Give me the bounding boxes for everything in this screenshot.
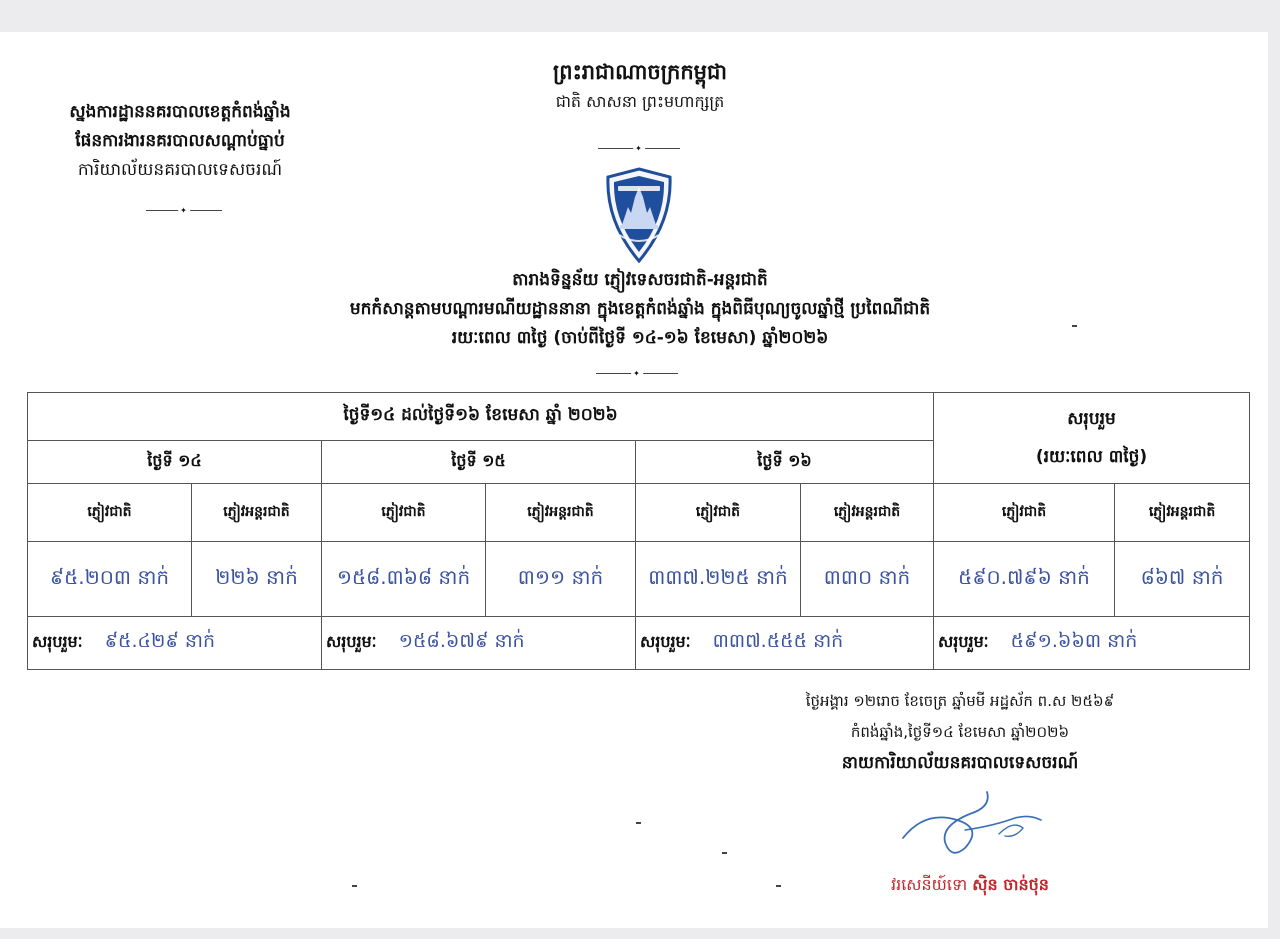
scan-speck xyxy=(636,822,641,824)
provincial-commissariat: ស្នងការដ្ឋាននគរបាលខេត្តកំពង់ឆ្នាំង xyxy=(69,102,291,122)
grand-total-value: ៥៩១.៦៦៣ នាក់ xyxy=(1010,630,1138,652)
day-16-national-header: ភ្ញៀវជាតិ xyxy=(636,484,801,542)
left-header-divider: ✦ xyxy=(146,210,222,212)
period-header: ថ្ងៃទី១៤ ដល់ថ្ងៃទី១៦ ខែមេសា ឆ្នាំ ២០២៦ xyxy=(28,393,934,441)
title-divider: ✦ xyxy=(596,373,678,375)
national-motto: ជាតិ សាសនា ព្រះមហាក្សត្រ xyxy=(555,92,725,111)
scan-speck xyxy=(776,885,781,887)
signer-name: ស៊ិន ចាន់ថុន xyxy=(972,875,1049,894)
title-line-1: តារាងទិន្នន័យ ភ្ញៀវទេសចរជាតិ-អន្តរជាតិ xyxy=(512,270,768,290)
day-15-international-value: ៣១១ នាក់ xyxy=(486,542,636,617)
day-14-national-value: ៩៥.២០៣ នាក់ xyxy=(28,542,192,617)
day-14-total-value: ៩៥.៤២៩ នាក់ xyxy=(104,630,216,652)
signature-icon xyxy=(895,790,1055,865)
scan-speck xyxy=(1072,325,1077,327)
day-14-total-label: សរុបរួមៈ xyxy=(32,632,83,651)
title-line-2: មកកំសាន្តតាមបណ្ដារមណីយដ្ឋាននានា ក្នុងខេត្តកំពង់ឆ្នាំង ក្នុងពិធីបុណ្យចូលឆ្នាំថ្មី ប្រពៃណីជាតិ xyxy=(349,299,931,319)
tourist-police-office: ការិយាល័យនគរបាលទេសចរណ៍ xyxy=(77,160,283,180)
kingdom-divider: ✦ xyxy=(598,148,680,150)
kingdom-title: ព្រះរាជាណាចក្រកម្ពុជា xyxy=(552,60,727,84)
day-15-national-header: ភ្ញៀវជាតិ xyxy=(322,484,486,542)
lunar-date: ថ្ងៃអង្គារ ១២រោច ខែចេត្រ ឆ្នាំមមី អដ្ឋស័ក ព.ស ២៥៦៩ xyxy=(805,692,1115,710)
place-and-date: កំពង់ឆ្នាំង,ថ្ងៃទី១៤ ខែមេសា ឆ្នាំ២០២៦ xyxy=(850,723,1070,741)
day-14-header: ថ្ងៃទី ១៤ xyxy=(28,441,322,484)
chief-title: នាយការិយាល័យនគរបាលទេសចរណ៍ xyxy=(841,753,1079,773)
kingdom-header xyxy=(440,56,840,116)
issuing-office-header xyxy=(30,98,330,185)
grand-international-value: ៨៦៧ នាក់ xyxy=(1115,542,1250,617)
grand-total-header-line2: (រយៈពេល ៣ថ្ងៃ) xyxy=(1035,447,1148,467)
scan-speck xyxy=(722,852,727,854)
report-title xyxy=(210,266,1070,353)
day-16-international-value: ៣៣០ នាក់ xyxy=(801,542,934,617)
day-14-international-header: ភ្ញៀវអន្តរជាតិ xyxy=(192,484,322,542)
tourist-police-badge-icon xyxy=(604,167,674,263)
order-police-department: ផែនការងារនគរបាលសណ្ដាប់ធ្នាប់ xyxy=(75,131,285,151)
day-16-total-label: សរុបរួមៈ xyxy=(640,632,691,651)
day-15-total-label: សរុបរួមៈ xyxy=(326,632,377,651)
day-16-national-value: ៣៣៧.២២៥ នាក់ xyxy=(636,542,801,617)
signer-rank: វរសេនីយ៍ទោ xyxy=(891,875,968,894)
grand-total-cell xyxy=(934,617,1250,670)
day-14-national-header: ភ្ញៀវជាតិ xyxy=(28,484,192,542)
right-edge xyxy=(1268,0,1280,939)
day-15-national-value: ១៥៨.៣៦៨ នាក់ xyxy=(322,542,486,617)
day-16-total-value: ៣៣៧.៥៥៥ នាក់ xyxy=(712,630,844,652)
day-14-international-value: ២២៦ នាក់ xyxy=(192,542,322,617)
day-16-international-header: ភ្ញៀវអន្តរជាតិ xyxy=(801,484,934,542)
top-edge xyxy=(0,0,1280,32)
title-line-3: រយៈពេល ៣ថ្ងៃ (ចាប់ពីថ្ងៃទី ១៤-១៦ ខែមេសា) ឆ្នាំ២០២៦ xyxy=(451,328,829,348)
signer xyxy=(840,870,1100,900)
day-16-header: ថ្ងៃទី ១៦ xyxy=(636,441,934,484)
visitor-statistics-table xyxy=(27,392,1250,670)
grand-national-header: ភ្ញៀវជាតិ xyxy=(934,484,1115,542)
day-15-total-value: ១៥៨.៦៧៩ នាក់ xyxy=(398,630,525,652)
scan-speck xyxy=(352,885,357,887)
grand-international-header: ភ្ញៀវអន្តរជាតិ xyxy=(1115,484,1250,542)
day-15-total-cell xyxy=(322,617,636,670)
grand-total-header-line1: សរុបរួម xyxy=(1067,409,1116,429)
grand-total-header xyxy=(934,393,1250,484)
day-15-international-header: ភ្ញៀវអន្តរជាតិ xyxy=(486,484,636,542)
grand-total-label: សរុបរួមៈ xyxy=(938,632,989,651)
day-16-total-cell xyxy=(636,617,934,670)
day-14-total-cell xyxy=(28,617,322,670)
bottom-edge xyxy=(0,928,1280,939)
grand-national-value: ៥៩០.៧៩៦ នាក់ xyxy=(934,542,1115,617)
day-15-header: ថ្ងៃទី ១៥ xyxy=(322,441,636,484)
